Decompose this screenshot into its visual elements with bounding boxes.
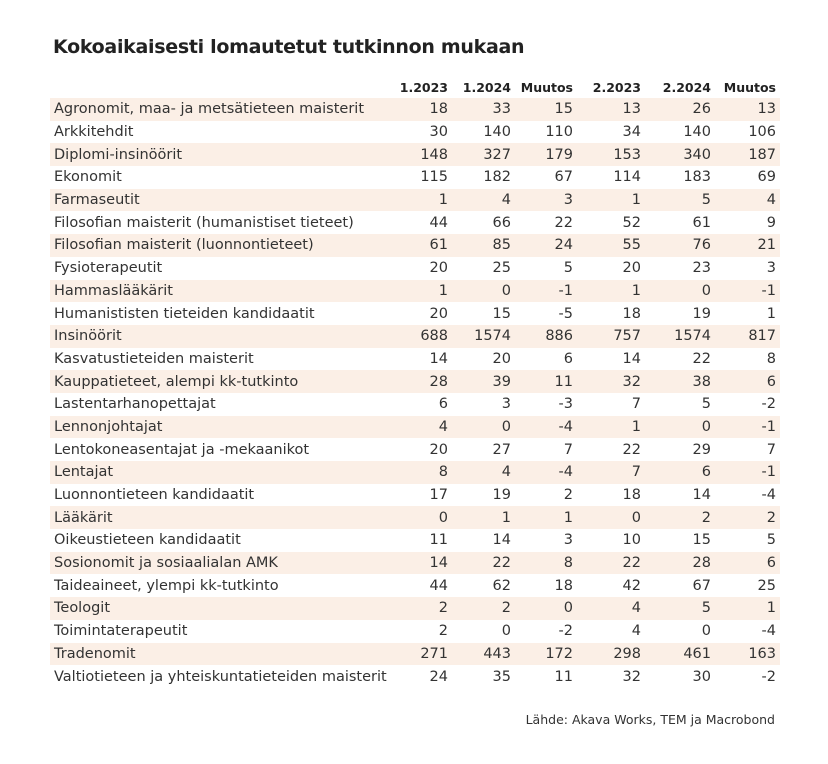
table-cell: -1 [515,280,577,303]
table-body [50,98,780,688]
table-cell: 6 [563,350,573,367]
table-cell: 5 [766,532,776,549]
table-cell: 32 [577,370,645,393]
table-cell: -5 [558,305,573,322]
table-cell: 19 [692,305,711,322]
column-header: Muutos [723,79,776,95]
row-label: Teologit [50,597,392,620]
table-cell: 2 [715,506,780,529]
table-cell: 2 [563,487,573,504]
table-cell: 0 [452,416,515,439]
table-cell: 153 [577,143,645,166]
table-cell: 11 [429,532,448,549]
table-cell: 4 [392,416,452,439]
table-cell: 11 [515,370,577,393]
table-cell: -1 [715,416,780,439]
table-cell: -4 [761,623,776,640]
table-cell: 7 [631,396,641,413]
column-header: 1.2024 [462,79,511,95]
table-cell: 140 [683,124,711,141]
table-cell: 14 [429,350,448,367]
table-cell: 1 [766,305,776,322]
column-header: 1.2023 [399,79,448,95]
table-cell: 148 [392,143,452,166]
table-row [50,348,780,371]
table-cell: 110 [545,124,573,141]
table-cell: 17 [429,487,448,504]
table-cell: 5 [645,597,715,620]
table-cell: 271 [392,643,452,666]
table-cell: 67 [692,577,711,594]
table-cell: 14 [392,552,452,575]
table-cell: 688 [392,325,452,348]
table-cell: -4 [515,416,577,439]
table-cell: 55 [577,234,645,257]
table-cell: 26 [645,98,715,121]
table-cell: 20 [622,260,641,277]
table-cell: 35 [492,668,511,685]
table-cell: 76 [645,234,715,257]
column-header: 2.2023 [592,79,641,95]
table-cell: 14 [692,487,711,504]
table-cell: 13 [715,98,780,121]
table-cell: 44 [429,214,448,231]
table-cell: 3 [501,396,511,413]
table-cell: 0 [452,280,515,303]
table-cell: 2 [452,597,515,620]
table-row [50,98,780,121]
table-row [50,211,780,234]
table-cell: 39 [452,370,515,393]
header-row [50,76,780,98]
table-row [50,189,780,212]
table-cell: 42 [622,577,641,594]
table-cell: 28 [645,552,715,575]
row-label: Lastentarhanopettajat [54,396,216,413]
table-row [50,234,780,257]
table-cell: 22 [577,552,645,575]
row-label: Fysioterapeutit [54,260,163,277]
row-label: Filosofian maisterit (humanistiset tieteet) [54,214,354,231]
table-cell: 0 [701,623,711,640]
table-cell: 1 [577,280,645,303]
table-cell: 28 [392,370,452,393]
table-cell: 817 [715,325,780,348]
table-row [50,461,780,484]
table-cell: 52 [622,214,641,231]
row-label: Lentajat [50,461,392,484]
table-cell: 24 [429,668,448,685]
table-cell: 19 [492,487,511,504]
table-cell: 20 [429,260,448,277]
source-note: Lähde: Akava Works, TEM ja Macrobond [525,712,775,727]
table-cell: -4 [761,487,776,504]
table-cell: 1 [577,189,645,212]
table-cell: 7 [766,441,776,458]
table-cell: 163 [715,643,780,666]
table-row [50,620,780,643]
table-cell: 66 [492,214,511,231]
row-label: Taideaineet, ylempi kk-tutkinto [54,577,279,594]
table-cell: 20 [429,441,448,458]
table-cell: 7 [563,441,573,458]
row-label: Diplomi-insinöörit [50,143,392,166]
table-cell: 461 [645,643,715,666]
table-cell: 4 [631,623,641,640]
table-cell: 18 [622,487,641,504]
table-cell: 0 [577,506,645,529]
table-cell: 15 [692,532,711,549]
table-row [50,529,780,552]
table-cell: -2 [761,668,776,685]
table-cell: 20 [492,350,511,367]
table-cell: 1 [515,506,577,529]
table-cell: 2 [645,506,715,529]
table-row [50,325,780,348]
table-cell: 172 [515,643,577,666]
row-label: Ekonomit [54,169,122,186]
table-cell: 4 [452,461,515,484]
table-cell: 6 [645,461,715,484]
row-label: Sosionomit ja sosiaalialan AMK [50,552,392,575]
table-row [50,166,780,189]
table-cell: 30 [429,124,448,141]
row-label: Toimintaterapeutit [54,623,188,640]
table-row [50,506,780,529]
table-cell: 11 [554,668,573,685]
table-cell: 34 [622,124,641,141]
table-cell: -3 [558,396,573,413]
table-row [50,416,780,439]
table-cell: 21 [715,234,780,257]
table-cell: -2 [558,623,573,640]
row-label: Kauppatieteet, alempi kk-tutkinto [50,370,392,393]
table-cell: 30 [692,668,711,685]
table-cell: 183 [683,169,711,186]
column-header: Muutos [520,79,573,95]
table-cell: 4 [452,189,515,212]
row-label: Humanististen tieteiden kandidaatit [54,305,315,322]
row-label: Tradenomit [50,643,392,666]
table-cell: 757 [577,325,645,348]
table-cell: 20 [429,305,448,322]
table-cell: 22 [452,552,515,575]
table-cell: 8 [766,350,776,367]
table-cell: 22 [622,441,641,458]
table-row [50,643,780,666]
table-cell: 3 [515,189,577,212]
row-label: Agronomit, maa- ja metsätieteen maisterit [50,98,392,121]
table-cell: 0 [501,623,511,640]
table-cell: 0 [645,416,715,439]
row-label: Farmaseutit [50,189,392,212]
table-row [50,257,780,280]
table-cell: 29 [692,441,711,458]
table-row [50,143,780,166]
table-row [50,438,780,461]
table-cell: 1 [392,280,452,303]
table-cell: 298 [577,643,645,666]
table-cell: 13 [577,98,645,121]
table-cell: 2 [438,623,448,640]
table-row [50,370,780,393]
table-row [50,574,780,597]
row-label: Insinöörit [50,325,392,348]
table-cell: 14 [622,350,641,367]
table-cell: 0 [392,506,452,529]
table-cell: 85 [452,234,515,257]
table-cell: 15 [515,98,577,121]
table-cell: -1 [715,280,780,303]
table-row [50,393,780,416]
table-cell: 61 [392,234,452,257]
table-cell: -1 [715,461,780,484]
table-cell: 22 [692,350,711,367]
table-cell: -2 [761,396,776,413]
row-label: Lentokoneasentajat ja -mekaanikot [54,441,310,458]
table-cell: 22 [554,214,573,231]
table-cell: 18 [392,98,452,121]
table-cell: 327 [452,143,515,166]
table-row [50,552,780,575]
table-cell: 9 [766,214,776,231]
header-label [50,76,392,98]
table-cell: 1 [715,597,780,620]
table-cell: 7 [577,461,645,484]
table-cell: 114 [613,169,641,186]
row-label: Luonnontieteen kandidaatit [54,487,255,504]
table-cell: 44 [429,577,448,594]
row-label: Valtiotieteen ja yhteiskuntatieteiden maisterit [54,668,387,685]
row-label: Filosofian maisterit (luonnontieteet) [50,234,392,257]
table-cell: 69 [757,169,776,186]
table-cell: 106 [748,124,776,141]
row-label: Arkkitehdit [54,124,134,141]
table-cell: 443 [452,643,515,666]
column-header: 2.2024 [662,79,711,95]
table-row [50,302,780,325]
table-cell: 1 [452,506,515,529]
table-cell: 27 [492,441,511,458]
table-cell: 25 [492,260,511,277]
table-cell: 4 [577,597,645,620]
table-cell: 8 [392,461,452,484]
table-cell: 62 [492,577,511,594]
table-cell: 4 [715,189,780,212]
row-label: Lennonjohtajat [50,416,392,439]
table-cell: 5 [701,396,711,413]
table-cell: 2 [392,597,452,620]
table-cell: 38 [645,370,715,393]
row-label: Oikeustieteen kandidaatit [54,532,241,549]
table-cell: 6 [715,370,780,393]
table-cell: 6 [715,552,780,575]
table-row [50,665,780,688]
table-row [50,280,780,303]
table-cell: 182 [483,169,511,186]
table-cell: 115 [420,169,448,186]
table-cell: 140 [483,124,511,141]
table-cell: 1574 [452,325,515,348]
table-cell: 1574 [645,325,715,348]
data-table [50,76,780,688]
table-cell: 3 [766,260,776,277]
table-cell: 340 [645,143,715,166]
table-cell: 15 [492,305,511,322]
row-label: Lääkärit [50,506,392,529]
table-cell: 33 [452,98,515,121]
table-cell: 8 [515,552,577,575]
table-cell: 67 [554,169,573,186]
table-cell: 1 [392,189,452,212]
table-row [50,484,780,507]
table-cell: 10 [622,532,641,549]
table-cell: 24 [515,234,577,257]
table-cell: 18 [554,577,573,594]
table-cell: 187 [715,143,780,166]
table-row [50,121,780,144]
table-title: Kokoaikaisesti lomautetut tutkinnon mukaan [53,36,525,58]
row-label: Kasvatustieteiden maisterit [54,350,254,367]
table-cell: 14 [492,532,511,549]
table-cell: 25 [757,577,776,594]
table-cell: -4 [515,461,577,484]
table-cell: 61 [692,214,711,231]
table-cell: 0 [515,597,577,620]
table-cell: 5 [563,260,573,277]
table-cell: 6 [438,396,448,413]
table-cell: 886 [515,325,577,348]
table-cell: 23 [692,260,711,277]
table-cell: 1 [577,416,645,439]
table-row [50,597,780,620]
row-label: Hammaslääkärit [50,280,392,303]
table-cell: 18 [622,305,641,322]
table-cell: 179 [515,143,577,166]
table-cell: 0 [645,280,715,303]
table-cell: 5 [645,189,715,212]
table-cell: 3 [563,532,573,549]
table-cell: 32 [622,668,641,685]
